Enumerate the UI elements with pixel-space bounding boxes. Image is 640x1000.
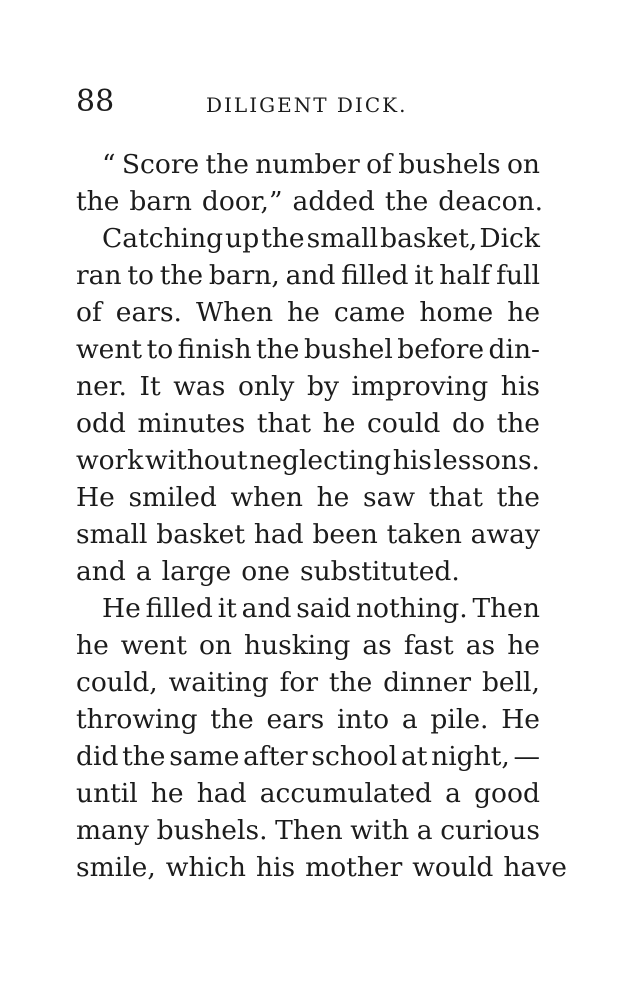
text-line: went to finish the bushel before din-	[76, 334, 540, 365]
text-line: until he had accumulated a good	[76, 778, 540, 809]
paragraph	[76, 220, 540, 590]
text-line: could, waiting for the dinner bell,	[76, 667, 540, 698]
paragraph	[76, 590, 567, 886]
body-text	[76, 146, 567, 886]
text-line: smile, which his mother would have	[76, 852, 567, 883]
text-line: ner. It was only by improving his	[76, 371, 540, 402]
page-number: 88	[76, 84, 115, 119]
page-header	[76, 84, 546, 124]
text-line: he went on husking as fast as he	[76, 630, 540, 661]
text-line: He filled it and said nothing. Then	[102, 593, 540, 624]
text-line: Catching up the small basket, Dick	[102, 223, 540, 254]
text-line: small basket had been taken away	[76, 519, 540, 550]
text-line: throwing the ears into a pile. He	[76, 704, 540, 735]
text-line: and a large one substituted.	[76, 556, 460, 587]
text-line: ran to the barn, and filled it half full	[76, 260, 540, 291]
text-line: odd minutes that he could do the	[76, 408, 540, 439]
text-line: of ears. When he came home he	[76, 297, 540, 328]
paragraph	[76, 146, 544, 220]
running-head: DILIGENT DICK.	[206, 93, 408, 117]
text-line: did the same after school at night, —	[76, 741, 540, 772]
text-line: work without neglecting his lessons.	[76, 445, 540, 476]
text-line: “ Score the number of bushels on	[102, 149, 540, 180]
text-line: the barn door,” added the deacon.	[76, 186, 544, 217]
text-line: He smiled when he saw that the	[76, 482, 540, 513]
text-line: many bushels. Then with a curious	[76, 815, 540, 846]
